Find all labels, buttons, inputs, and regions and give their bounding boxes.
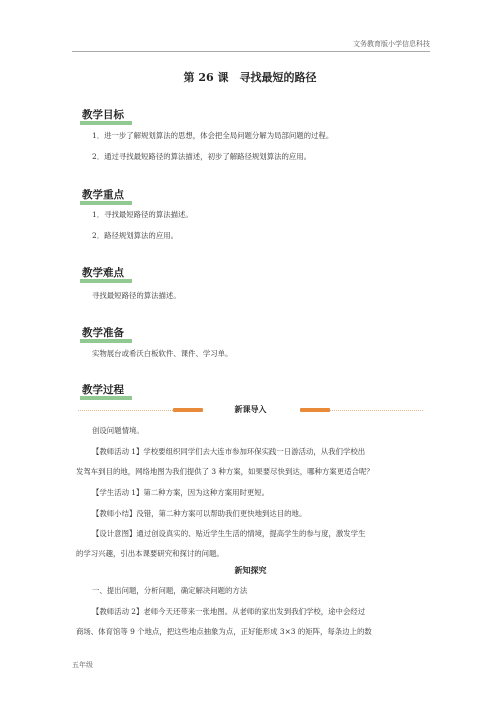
section-difficulties-heading [80,261,126,280]
lesson-title: 第 26 课 寻找最短的路径 [183,71,317,84]
explore-line: 【教师活动 2】老师今天还带来一张地图。从老师的家出发到我们学校，途中会经过 [92,607,366,616]
section-title: 教学重点 [82,189,124,201]
intro-line: 创设问题情境。 [92,426,144,435]
heading-underline [80,396,132,400]
section-preparation-heading [80,321,126,340]
key-point-item: 2．路径规划算法的应用。 [92,231,179,240]
goal-item: 2．通过寻找最短路径的算法描述，初步了解路径规划算法的应用。 [92,152,312,161]
header-publisher: 文务教育版小学信息科技 [353,40,430,48]
intro-line: 【设计意图】通过创设真实的、贴近学生生活的情境，提高学生的参与度，激发学生 [92,529,366,538]
explore-heading [78,565,423,577]
intro-title: 新课导入 [234,404,267,414]
section-title: 教学目标 [82,109,124,121]
section-title: 教学准备 [82,327,124,339]
intro-line: 【学生活动 1】第二种方案，因为这种方案用时更短。 [92,488,270,497]
goal-item: 1．进一步了解规划算法的思想，体会把全局问题分解为局部问题的过程。 [92,131,334,140]
intro-divider [78,404,423,416]
key-point-item: 1．寻找最短路径的算法描述。 [92,210,193,219]
intro-line: 的学习兴趣，引出本课要研究和探讨的问题。 [76,549,224,558]
heading-underline [80,339,132,343]
intro-line: 【教师小结】没错，第二种方案可以帮助我们更快地到达目的地。 [92,509,307,518]
section-key-points-heading [80,183,126,202]
explore-title: 新知探究 [234,565,267,575]
preparation-item: 实物展台或希沃白板软件、课件、学习单。 [92,349,233,358]
section-goals-heading [80,103,126,122]
intro-line: 发驾车到目的地，网络地图为我们提供了 3 种方案，如果要尽快到达，哪种方案更适合呢？ [76,467,374,476]
header-line [72,51,430,52]
explore-line: 商场、体育馆等 9 个地点，把这些地点抽象为点，正好能形成 3×3 的矩阵，每条边上的数 [76,627,372,636]
heading-underline [80,201,132,205]
explore-line: 一、提出问题，分析问题，确定解决问题的方法 [92,586,248,595]
heading-underline [80,121,132,125]
intro-line: 【教师活动 1】学校要组织同学们去大连市参加环保实践一日游活动，从我们学校出 [92,447,366,456]
difficulty-item: 寻找最短路径的算法描述。 [92,291,181,300]
section-title: 教学难点 [82,267,124,279]
footer-grade: 五年级 [72,661,93,669]
section-title: 教学过程 [82,384,124,396]
heading-underline [80,279,132,283]
section-process-heading [80,378,126,397]
